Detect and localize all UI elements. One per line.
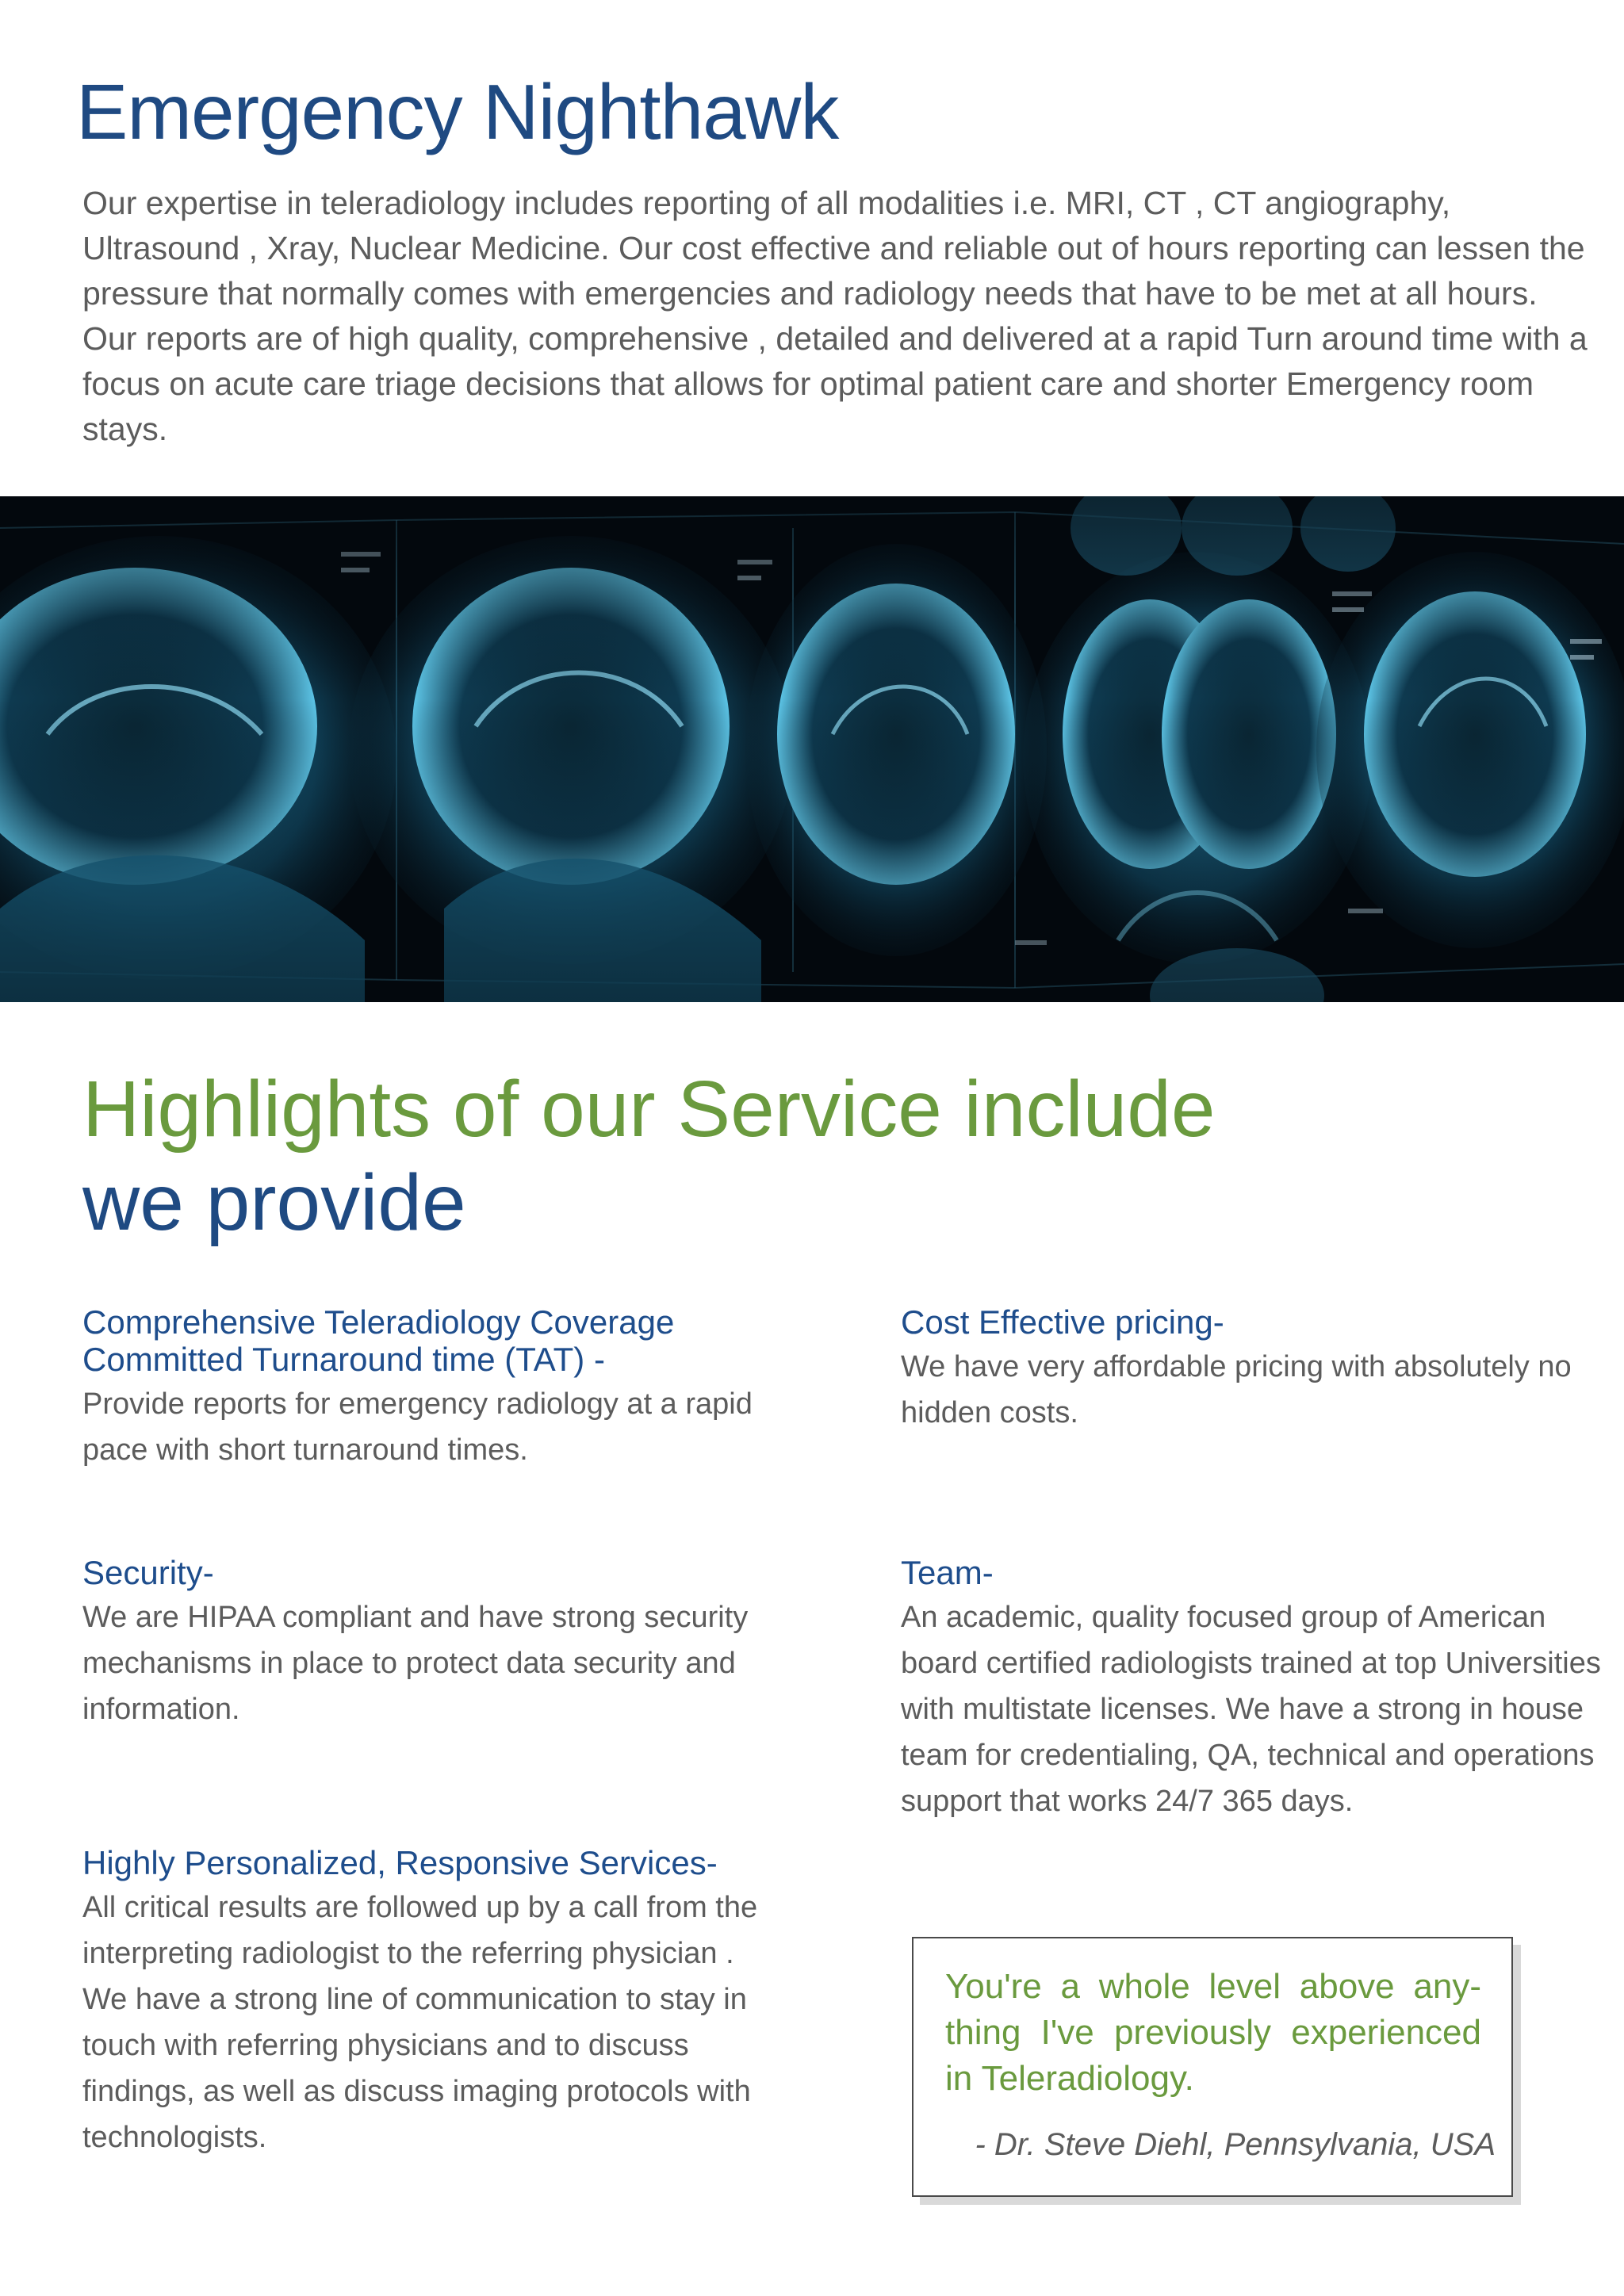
testimonial-quote: You're a whole level above any-thing I've previously experienced in Teleradiology.	[945, 1967, 1481, 2098]
testimonial-author: - Dr. Steve Diehl, Pennsylvania, USA	[975, 2127, 1496, 2162]
highlight-body: Provide reports for emergency radiology at a rapid pace with short turnaround times.	[82, 1387, 753, 1467]
testimonial-box	[912, 1937, 1513, 2197]
mri-brain-scans-banner	[0, 496, 1624, 1002]
highlights-title-line2: we provide	[82, 1158, 466, 1247]
highlight-body: An academic, quality focused group of American board certified radiologists trained at top Universities with multistate licenses. We have a strong in house team for credentialing, QA, technical and operations support that works 24/7 365 days.	[901, 1601, 1601, 1818]
highlight-personalized	[82, 1844, 764, 2160]
highlight-heading-line2: Committed Turnaround time (TAT) -	[82, 1341, 605, 1378]
highlight-heading-line1: Comprehensive Teleradiology Coverage	[82, 1303, 675, 1341]
highlight-team	[901, 1554, 1614, 1824]
highlight-body: We have very affordable pricing with absolutely no hidden costs.	[901, 1350, 1572, 1429]
highlight-heading	[82, 1303, 780, 1378]
page-title: Emergency Nighthawk	[76, 68, 839, 155]
highlight-heading: Cost Effective pricing-	[901, 1303, 1224, 1341]
highlight-heading: Security-	[82, 1554, 214, 1591]
intro-paragraph: Our expertise in teleradiology includes reporting of all modalities i.e. MRI, CT , CT angiography, Ultrasound , Xray, Nuclear Medicine. Our cost effective and reliable out of hours reporting can lessen the pressure that normally comes with emergencies and radiology needs that have to be met at all hours. Our reports are of high quality, comprehensive , detailed and delivered at a rapid Turn around time with a focus on acute care triage decisions that allows for optimal patient care and shorter Emergency room stays.	[82, 185, 1588, 447]
highlight-security	[82, 1554, 780, 1732]
highlight-coverage	[82, 1303, 780, 1473]
highlight-pricing	[901, 1303, 1614, 1436]
highlights-title	[82, 1062, 1216, 1249]
highlight-body: We are HIPAA compliant and have strong security mechanisms in place to protect data security and information.	[82, 1601, 749, 1726]
highlight-body: All critical results are followed up by a call from the interpreting radiologist to the referring physician . We have a strong line of communication to stay in touch with referring physicians and to discuss findings, as well as discuss imaging protocols with technologists.	[82, 1891, 758, 2154]
highlights-title-line1: Highlights of our Service include	[82, 1065, 1216, 1154]
highlight-heading: Highly Personalized, Responsive Services-	[82, 1844, 718, 1881]
highlight-heading: Team-	[901, 1554, 994, 1591]
mri-scans-image	[0, 496, 1624, 1002]
